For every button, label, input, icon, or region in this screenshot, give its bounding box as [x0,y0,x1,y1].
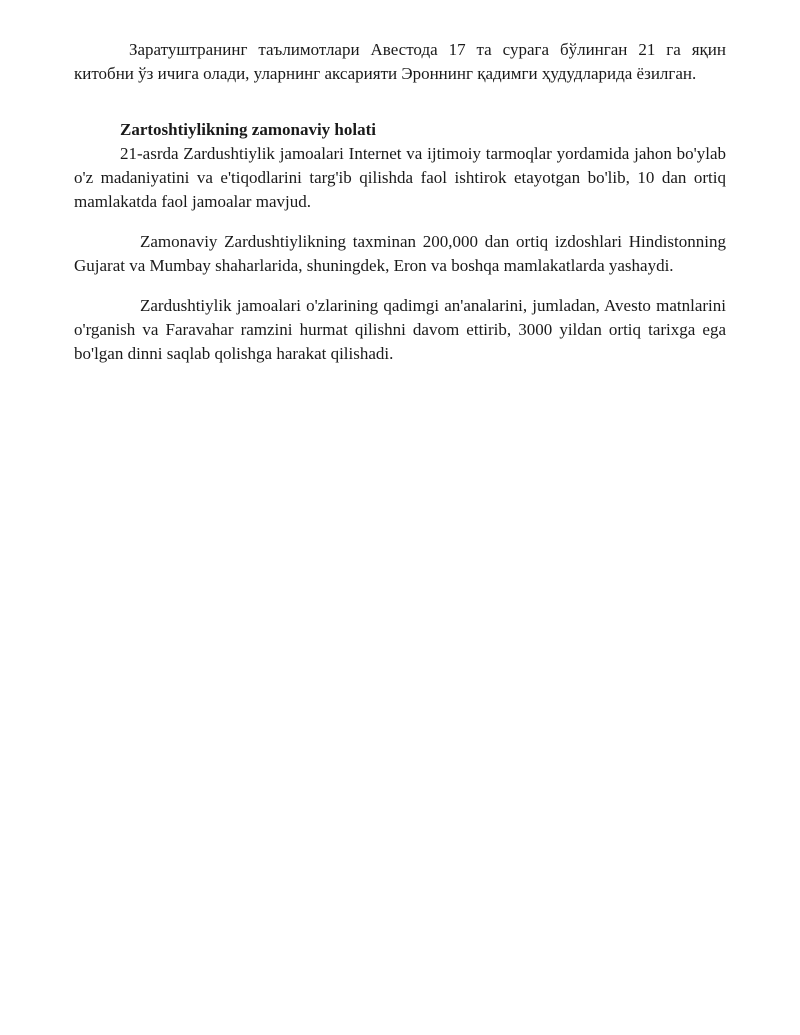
section-heading: Zartoshtiylikning zamonaviy holati [120,120,376,139]
paragraph-avesta: Заратуштранинг таълимотлари Авестода 17 та сурага бўлинган 21 га яқин китобни ўз ичига олади, уларнинг аксарияти Эроннинг қадимги ҳудудларида ёзилган. [74,40,726,83]
paragraph-internet: 21-asrda Zardushtiylik jamoalari Internet va ijtimoiy tarmoqlar yordamida jahon bo'ylab o'z madaniyatini va e'tiqodlarini targ'ib qilishda faol ishtirok etayotgan bo'lib, 10 dan ortiq mamlakatda faol jamoalar mavjud. [74,144,726,211]
paragraph-followers: Zamonaviy Zardushtiylikning taxminan 200,000 dan ortiq izdoshlari Hindistonning Gujarat va Mumbay shaharlarida, shuningdek, Eron va boshqa mamlakatlarda yashaydi. [74,232,726,275]
document-page [74,38,726,366]
paragraph-traditions: Zardushtiylik jamoalari o'zlarining qadimgi an'analarini, jumladan, Avesto matnlarini o'rganish va Faravahar ramzini hurmat qilishni davom ettirib, 3000 yildan ortiq tarixga ega bo'lgan dinni saqlab qolishga harakat qilishadi. [74,296,726,363]
